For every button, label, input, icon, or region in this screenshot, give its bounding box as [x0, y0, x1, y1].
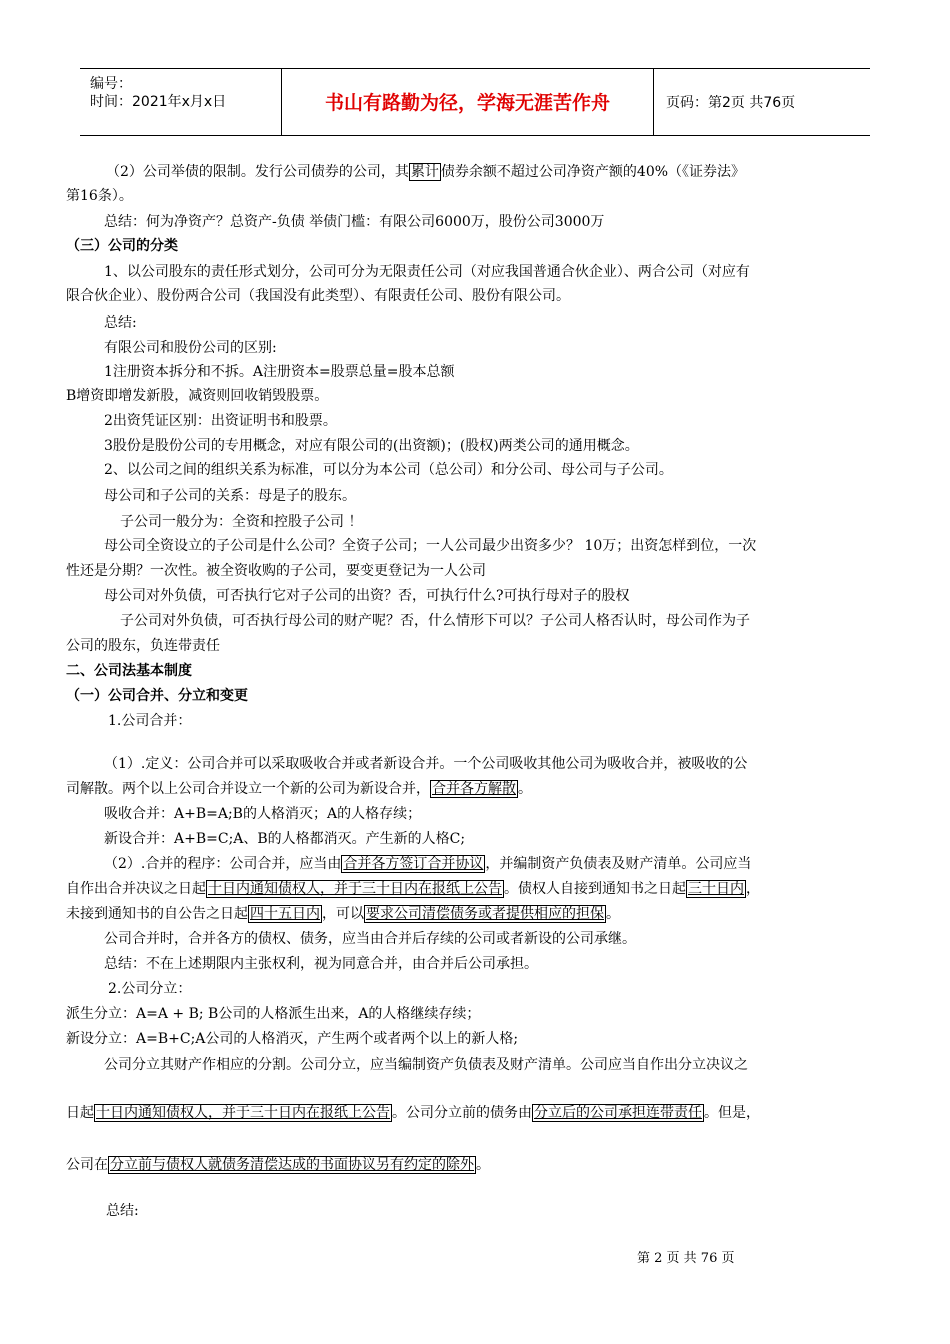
- highlight-box: 分立后的公司承担连带责任: [534, 1105, 702, 1121]
- summary-line: 总结:: [106, 1203, 139, 1219]
- section-heading: （三）公司的分类: [66, 238, 178, 254]
- paragraph-line: 新设分立：A=B+C;A公司的人格消灭，产生两个或者两个以上的新人格;: [66, 1031, 519, 1047]
- paragraph-line: 司解散。两个以上公司合并设立一个新的公司为新设合并， 合并各方解散 。: [66, 781, 532, 797]
- paragraph-line: 公司在 分立前与债权人就债务清偿达成的书面协议另有约定的除外 。: [66, 1157, 490, 1173]
- paragraph-line: （1）.定义：公司合并可以采取吸收合并或者新设合并。一个公司吸收其他公司为吸收合并，被吸收的公: [104, 756, 748, 772]
- highlight-box: 十日内通知债权人，并于三十日内在报纸上公告: [208, 881, 502, 897]
- highlight-box: 分立前与债权人就债务清偿达成的书面协议另有约定的除外: [110, 1157, 474, 1173]
- header-meta: [80, 69, 282, 135]
- paragraph-line: 公司分立其财产作相应的分割。公司分立，应当编制资产负债表及财产清单。公司应当自作出分立决议之: [104, 1057, 748, 1073]
- paragraph-line: 公司的股东，负连带责任: [66, 638, 220, 654]
- paragraph-line: B增资即增发新股，减资则回收销毁股票。: [66, 388, 329, 404]
- paragraph-line: （2）.合并的程序：公司合并，应当由 合并各方签订合并协议 ，并编制资产负债表及财产清单。公司应当: [104, 856, 752, 872]
- section-heading: （一）公司合并、分立和变更: [66, 688, 248, 704]
- highlight-box: 十日内通知债权人，并于三十日内在报纸上公告: [96, 1105, 390, 1121]
- highlight-box: 合并各方签订合并协议: [343, 856, 484, 872]
- highlight-box: 要求公司清偿债务或者提供相应的担保: [366, 906, 604, 922]
- highlight-box: 四十五日内: [250, 906, 320, 922]
- header-motto: 书山有路勤为径，学海无涯苦作舟: [282, 69, 654, 135]
- paragraph-line: 1.公司合并：: [108, 713, 192, 729]
- paragraph-line: 日起 十日内通知债权人，并于三十日内在报纸上公告 。公司分立前的债务由 分立后的公司承担连带责任 。但是，: [66, 1105, 760, 1121]
- paragraph-line: 母公司对外负债，可否执行它对子公司的出资？否，可执行什么?可执行母对子的股权: [104, 588, 630, 604]
- paragraph-line: 2、以公司之间的组织关系为标准，可以分为本公司（总公司）和分公司、母公司与子公司。: [104, 462, 673, 478]
- section-heading: 二、公司法基本制度: [66, 663, 192, 679]
- paragraph-line: 母公司和子公司的关系：母是子的股东。: [104, 488, 356, 504]
- summary-line: 总结：不在上述期限内主张权利，视为同意合并，由合并后公司承担。: [104, 956, 538, 972]
- paragraph-line: 吸收合并：A+B=A;B的人格消灭；A的人格存续；: [104, 806, 422, 822]
- paragraph-line: 新设合并：A+B=C;A、B的人格都消灭。产生新的人格C;: [104, 831, 466, 847]
- highlight-box: 三十日内: [688, 881, 744, 897]
- paragraph-line: 派生分立：A=A + B; B公司的人格派生出来，A的人格继续存续；: [66, 1006, 481, 1022]
- paragraph-line: 2出资凭证区别：出资证明书和股票。: [104, 413, 337, 429]
- paragraph-line: 子公司一般分为：全资和控股子公司 ！: [120, 514, 363, 530]
- paragraph-line: 有限公司和股份公司的区别:: [104, 340, 277, 356]
- paragraph-line: 2.公司分立：: [108, 981, 192, 997]
- paragraph-line: 1注册资本拆分和不拆。A注册资本=股票总量=股本总额: [104, 364, 455, 380]
- paragraph-line: 未接到通知书的自公告之日起 四十五日内 ，可以 要求公司清偿债务或者提供相应的担保 。: [66, 906, 620, 922]
- summary-line: 总结：何为净资产？总资产-负债 举债门槛：有限公司6000万，股份公司3000万: [104, 214, 605, 230]
- highlight-box: 合并各方解散: [432, 781, 516, 797]
- paragraph-line: 1、以公司股东的责任形式划分，公司可分为无限责任公司（对应我国普通合伙企业）、两合公司（对应有: [104, 264, 750, 280]
- document-header: [80, 68, 870, 136]
- date-label: 时间：2021年x月x日: [90, 94, 227, 110]
- paragraph-line: （2）公司举债的限制。发行公司债券的公司，其 累计 债券余额不超过公司净资产额的40%（《证券法》: [106, 164, 746, 180]
- paragraph-line: 3股份是股份公司的专用概念，对应有限公司的(出资额)；(股权)两类公司的通用概念。: [104, 438, 639, 454]
- paragraph-line: 性还是分期？一次性。被全资收购的子公司，要变更登记为一人公司: [66, 563, 486, 579]
- paragraph-line: 自作出合并决议之日起 十日内通知债权人，并于三十日内在报纸上公告 。债权人自接到通知书之日起 三十日内 ，: [66, 881, 760, 897]
- summary-line: 总结:: [104, 315, 137, 331]
- header-page-info: 页码：第2页 共76页: [666, 95, 796, 111]
- page-footer: 第 2 页 共 76 页: [637, 1251, 735, 1266]
- paragraph-line: 母公司全资设立的子公司是什么公司？全资子公司；一人公司最少出资多少？ 10万；出资怎样到位，一次: [104, 538, 757, 554]
- paragraph-line: 子公司对外负债，可否执行母公司的财产呢？否，什么情形下可以？子公司人格否认时，母公司作为子: [120, 613, 750, 629]
- paragraph-line: 限合伙企业）、股份两合公司（我国没有此类型）、有限责任公司、股份有限公司。: [66, 288, 570, 304]
- paragraph-line: 第16条）。: [66, 188, 133, 204]
- number-label: 编号：: [90, 76, 132, 92]
- paragraph-line: 公司合并时，合并各方的债权、债务，应当由合并后存续的公司或者新设的公司承继。: [104, 931, 636, 947]
- highlight-box: 累计: [410, 164, 439, 180]
